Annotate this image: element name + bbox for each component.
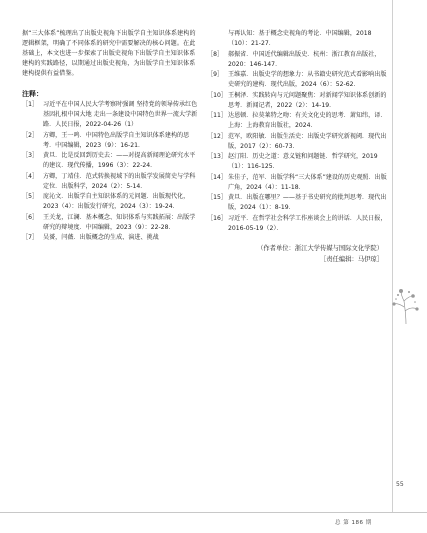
- reference-number: ［10］: [207, 91, 227, 99]
- reference-text: 朱佳子，范军．出版学科“三大体系”建设的历史观照．出版广角，2024（4）：11-18．: [228, 173, 387, 191]
- reference-text: 赵汀阳．历史之道：意义链和问题链．哲学研究，2019（1）：116-125．: [228, 153, 378, 170]
- reference-text: 黄旦．出版在哪里？——基于书史研究的批判思考．现代出版，2024（1）：8-19．: [228, 194, 387, 211]
- notes-heading: 注释：: [22, 90, 43, 98]
- reference-text: 黄旦．比是反回到历史去：——对提高新闻理论研究水平的建议．现代传播，1996（3）：22-24．: [43, 152, 196, 169]
- margin-divider: [392, 0, 393, 512]
- reference-number: ［6］: [22, 213, 39, 221]
- reference-item: [207, 50, 387, 70]
- reference-number: ［4］: [22, 172, 39, 180]
- reference-item: [22, 100, 200, 130]
- page-number: 55: [396, 481, 404, 488]
- reference-number: ［12］: [207, 132, 227, 140]
- reference-text: 习近平．在哲学社会科学工作座谈会上的讲话．人民日报，2016-05-19（2）．: [228, 214, 387, 232]
- body-paragraph: 据“三大体系”梳理出了出版史视角下出版学自主知识体系建构的逻辑框架，明确了不同体系的研究中需要解决的核心问题。在此基础上，本文也进一步探索了出版史视角下出版学自主知识体系建构的实践路径，以期通过出版史视角，为出版学自主知识体系建构提供有益借鉴。: [22, 30, 196, 77]
- reference-item: [207, 214, 387, 234]
- reference-item: [207, 152, 387, 172]
- reference-number: ［16］: [207, 214, 227, 222]
- reference-number: ［15］: [207, 194, 227, 201]
- reference-text: 方卿，丁靖佳．范式转换视域下的出版学发展简史与学科定位．出版科学，2024（2）：5-14．: [43, 172, 196, 190]
- reference-item: [207, 70, 387, 90]
- reference-number: ［11］: [207, 112, 227, 119]
- floral-ornament-icon: [388, 287, 424, 325]
- reference-item: [22, 131, 200, 151]
- reference-item: [22, 213, 200, 233]
- reference-text: 王关龙，江澜．基本概念、知识体系与实践拓展：出版学研究的辩境度．中国编辑，2023（9）：22-28．: [43, 213, 196, 231]
- reference-number: ［9］: [207, 71, 224, 78]
- reference-text: 庞沁文．出版学自主知识体系的元问题．出版现代化，2023（4）：出版发行研究，2024（3）：19-24．: [43, 193, 190, 210]
- reference-item: [207, 173, 387, 193]
- issue-footer: 总 第 186 期: [335, 520, 372, 526]
- reference-text: 范军，欧阳敏．出版生活史：出版史学研究新视阈．现代出版，2017（2）：60-73．: [228, 132, 387, 150]
- reference-item: [207, 111, 387, 131]
- reference-number: ［5］: [22, 193, 39, 200]
- reference-number: ［8］: [207, 50, 224, 58]
- reference-number-spacer: [207, 29, 228, 49]
- reference-continuation: [207, 29, 387, 49]
- reference-item: [22, 233, 200, 243]
- reference-text: 王桐泽．实践转向与元问题聚焦：对新闻学知识体系创新的思考．新闻记者，2022（2）：14-19．: [228, 91, 387, 109]
- reference-text: 吴赟，闫薇．出版概念的生成、演进、挑战: [43, 234, 159, 241]
- left-column: [22, 0, 200, 243]
- author-unit: （作者单位：浙江大学传媒与国际文化学院）: [257, 244, 383, 252]
- reference-text: 方卿，王一鸣．中国特色出版学自主知识体系建构的思考．中国编辑，2023（9）：16-21．: [43, 131, 190, 149]
- reference-item: [207, 29, 387, 49]
- right-column: [207, 0, 387, 265]
- editor-credit: ［责任编辑：马伊琼］: [320, 255, 383, 263]
- reference-text: 王维嘉．出版史学的想象力：从书籍史研究范式看影响出版史研究的建构．现代出版，2024（6）：52-62．: [228, 71, 387, 88]
- reference-number: ［3］: [22, 152, 39, 159]
- reference-item: [207, 132, 387, 152]
- reference-text: 达恩顿．拉莫莱特之吻：有关文化史的思考．萧知纬，译．上海：上海教育出版社，2024．: [228, 112, 387, 129]
- reference-item: [207, 193, 387, 213]
- reference-item: [22, 151, 200, 171]
- reference-number: ［2］: [22, 131, 39, 139]
- reference-item: [207, 91, 387, 111]
- reference-number: ［7］: [22, 234, 39, 241]
- reference-item: [22, 192, 200, 212]
- reference-number: ［1］: [22, 101, 39, 108]
- footer-rule: [0, 512, 427, 513]
- reference-item: [22, 172, 200, 192]
- reference-text: 郝振省．中国近代编辑出版史．杭州：浙江教育出版社，2020：146-147．: [228, 50, 381, 68]
- reference-text: 与再认知：基于概念史视角的考论．中国编辑，2018（10）：21-27．: [228, 30, 372, 47]
- reference-number: ［13］: [207, 153, 227, 160]
- reference-number: ［14］: [207, 173, 227, 181]
- reference-text: 习近平在中国人民大学考察时强调 坚持党的领导传承红色基因扎根中国大地 走出一条建设中国特色世界一流大学新路．人民日报，2022-04-26（1）: [43, 101, 198, 128]
